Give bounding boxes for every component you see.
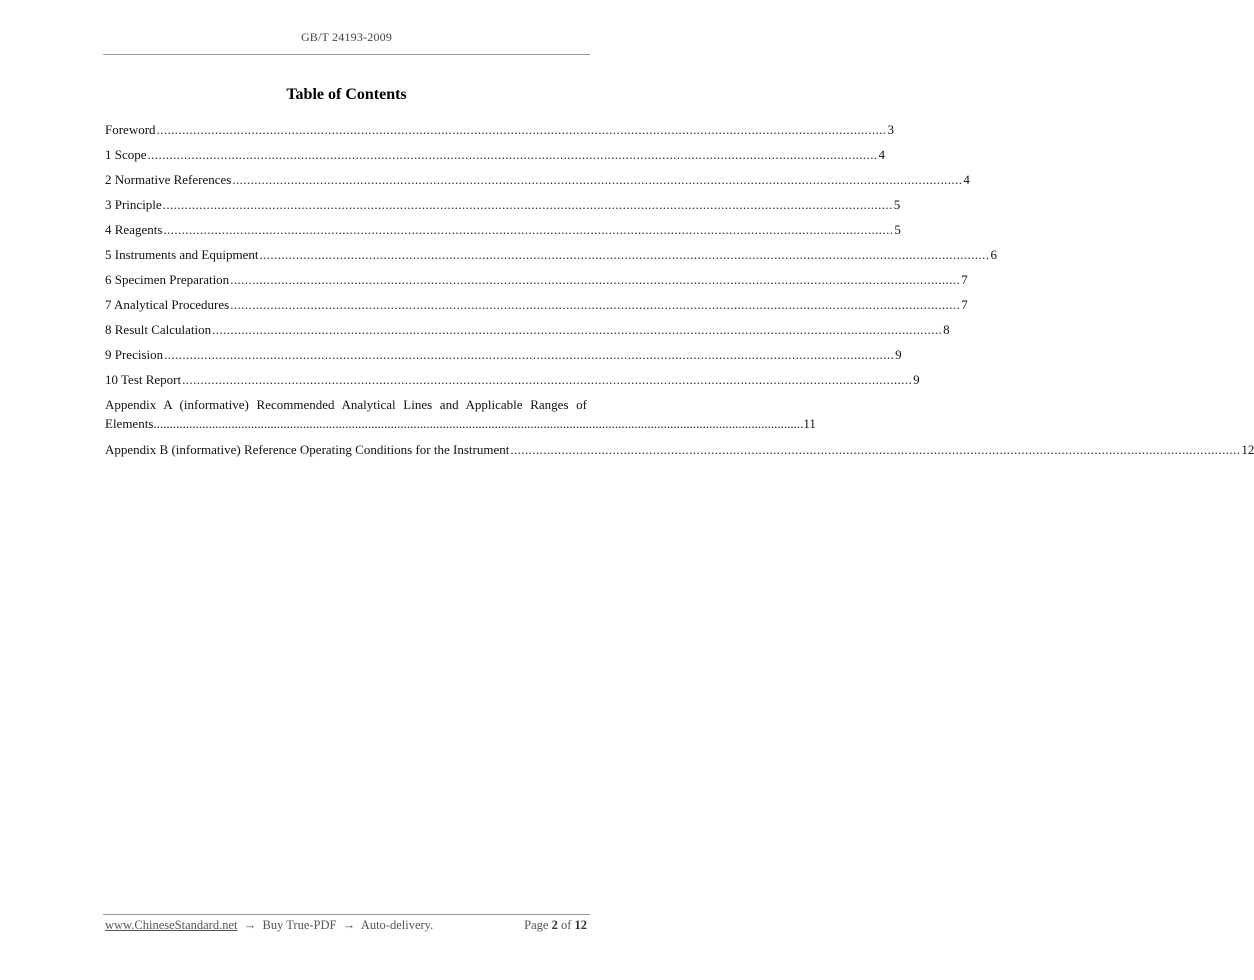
toc-leader-dots: ........................................................................................................................................................................................................ <box>182 372 913 387</box>
toc-entry-page: 12 <box>1241 442 1254 457</box>
toc-entry-page: 5 <box>893 197 901 212</box>
toc-entry-page: 9 <box>913 372 920 387</box>
toc-entry-label-line1: Appendix A (informative) Recommended Analytical Lines and Applicable Ranges of <box>105 397 587 412</box>
toc-entry-page: 3 <box>887 122 895 137</box>
toc-entry-label: 8 Result Calculation <box>105 322 212 337</box>
arrow-icon: → <box>240 918 257 932</box>
toc-entry-scope[interactable] <box>105 146 886 171</box>
toc-leader-dots: ........................................................................................................................................................................................................ <box>230 272 961 287</box>
toc-leader-dots: ........................................................................................................................................................................................................ <box>259 247 990 262</box>
toc-entry-label: 3 Principle <box>105 197 162 212</box>
toc-entry-label: 10 Test Report <box>105 372 182 387</box>
footer-promo <box>105 918 433 933</box>
toc-leader-dots: ........................................................................................................................................................................................................ <box>510 442 1241 457</box>
standard-code: GB/T 24193-2009 <box>300 30 393 44</box>
arrow-icon: → <box>339 918 356 932</box>
toc-entry-page: 6 <box>990 247 997 262</box>
toc-entry-label-line2: Elements <box>105 416 154 431</box>
toc-entry-page: 11 <box>803 416 816 431</box>
toc-leader-dots: ........................................................................................................................................................................................................ <box>230 297 961 312</box>
toc-entry-analytical-procedures[interactable] <box>105 296 968 321</box>
toc-entry-label: 2 Normative References <box>105 172 232 187</box>
footer-divider <box>103 914 590 915</box>
toc-entry-test-report[interactable] <box>105 371 920 396</box>
toc-title: Table of Contents <box>286 86 407 103</box>
toc-entry-specimen-preparation[interactable] <box>105 271 968 296</box>
page-current: 2 <box>551 918 558 932</box>
toc-entry-reagents[interactable] <box>105 221 901 246</box>
toc-leader-dots: ........................................................................................................................................................................................................ <box>153 416 804 431</box>
toc-entry-page: 7 <box>961 297 968 312</box>
toc-entry-label: 4 Reagents <box>105 222 163 237</box>
page-total: 12 <box>574 918 587 932</box>
toc-entry-appendix-a[interactable] <box>105 396 816 441</box>
toc-entry-principle[interactable] <box>105 196 901 221</box>
page-word: Page <box>524 918 549 932</box>
toc-entry-precision[interactable] <box>105 346 902 371</box>
toc-entry-page: 8 <box>943 322 950 337</box>
toc-leader-dots: ........................................................................................................................................................................................................ <box>212 322 943 337</box>
toc-leader-dots: ........................................................................................................................................................................................................ <box>147 147 878 162</box>
toc-entry-page: 4 <box>878 147 886 162</box>
toc-leader-dots: ........................................................................................................................................................................................................ <box>162 197 893 212</box>
toc-entry-page: 7 <box>961 272 968 287</box>
toc-entry-page: 9 <box>895 347 902 362</box>
site-link[interactable]: www.ChineseStandard.net <box>105 918 238 932</box>
header-divider <box>103 54 590 55</box>
of-word: of <box>560 918 572 932</box>
buy-true-pdf-text: Buy True-PDF <box>259 918 337 932</box>
toc-entry-label: 9 Precision <box>105 347 164 362</box>
toc-entry-label: Foreword <box>105 122 156 137</box>
toc-entry-result-calculation[interactable] <box>105 321 950 346</box>
toc-entry-foreword[interactable] <box>105 121 895 146</box>
toc-entry-appendix-b[interactable] <box>105 441 1254 466</box>
toc-entry-label: 6 Specimen Preparation <box>105 272 230 287</box>
toc-entry-label: 7 Analytical Procedures <box>105 297 230 312</box>
toc-leader-dots: ........................................................................................................................................................................................................ <box>156 122 887 137</box>
toc-entry-label: 5 Instruments and Equipment <box>105 247 259 262</box>
page-footer <box>105 918 587 933</box>
auto-delivery-text: Auto-delivery. <box>358 918 434 932</box>
toc-entry-normative-references[interactable] <box>105 171 970 196</box>
page-number <box>524 918 587 933</box>
toc-entry-instruments[interactable] <box>105 246 997 271</box>
page-header <box>0 30 693 45</box>
toc-list <box>105 121 1254 466</box>
toc-entry-second-line <box>105 415 816 437</box>
toc-entry-label: 1 Scope <box>105 147 147 162</box>
toc-entry-label: Appendix B (informative) Reference Operating Conditions for the Instrument <box>105 442 510 457</box>
toc-entry-page: 4 <box>963 172 970 187</box>
toc-leader-dots: ........................................................................................................................................................................................................ <box>232 172 963 187</box>
toc-leader-dots: ........................................................................................................................................................................................................ <box>164 347 895 362</box>
toc-leader-dots: ........................................................................................................................................................................................................ <box>163 222 894 237</box>
toc-entry-page: 5 <box>894 222 901 237</box>
